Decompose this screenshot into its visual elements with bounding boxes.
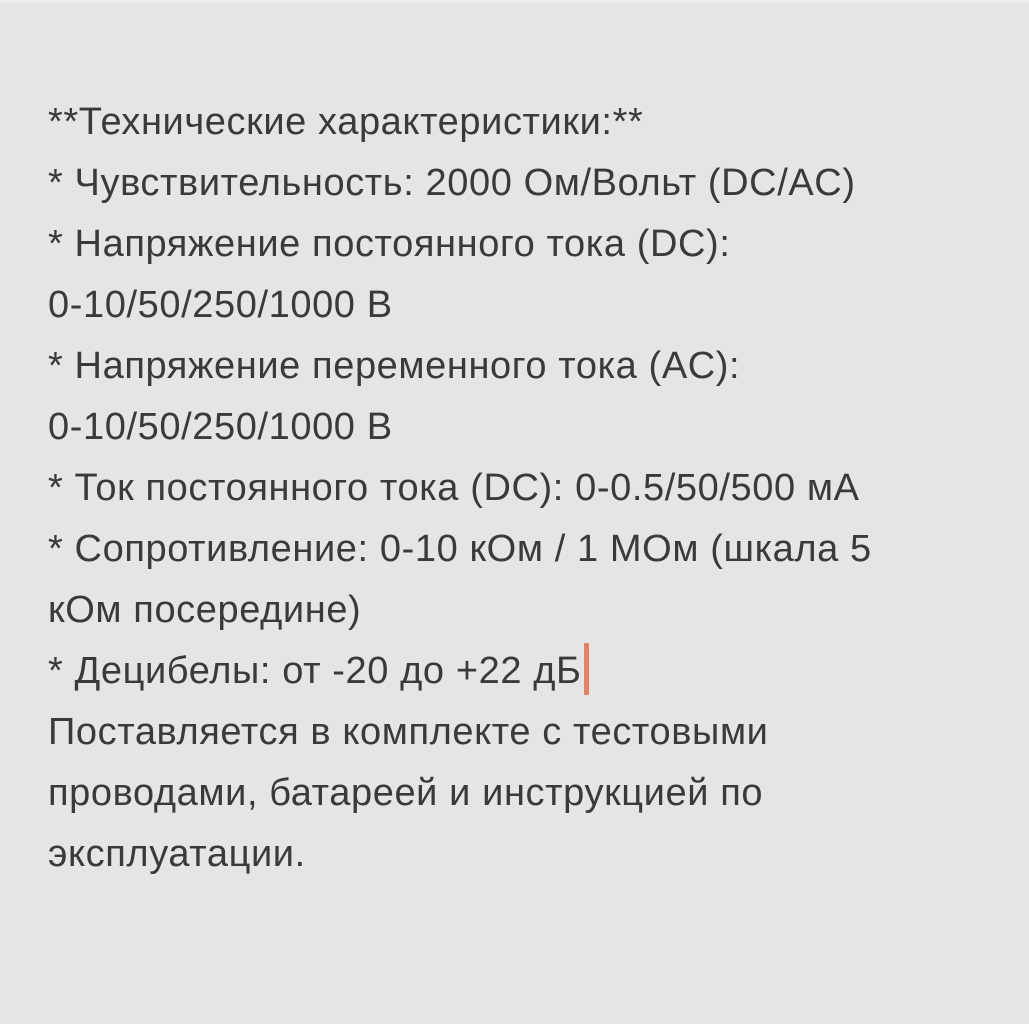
text-line[interactable]: [48, 702, 1009, 763]
line-text: 0-10/50/250/1000 В: [48, 284, 393, 326]
text-line[interactable]: [48, 275, 1009, 336]
text-line[interactable]: [48, 214, 1009, 275]
text-line[interactable]: [48, 824, 1009, 885]
text-line[interactable]: [48, 763, 1009, 824]
line-text: * Ток постоянного тока (DC): 0-0.5/50/500 мА: [48, 467, 860, 509]
text-line[interactable]: [48, 519, 1009, 580]
line-text: * Напряжение переменного тока (AC):: [48, 345, 741, 387]
text-line[interactable]: [48, 397, 1009, 458]
line-text: **Технические характеристики:**: [48, 101, 644, 143]
text-line[interactable]: [48, 458, 1009, 519]
line-text: * Децибелы: от -20 до +22 дБ: [48, 650, 582, 692]
text-cursor: [584, 643, 589, 695]
line-text: Поставляется в комплекте с тестовыми: [48, 711, 769, 753]
text-line[interactable]: [48, 153, 1009, 214]
text-line[interactable]: [48, 92, 1009, 153]
line-text: * Чувствительность: 2000 Ом/Вольт (DC/AC): [48, 162, 856, 204]
text-line[interactable]: [48, 336, 1009, 397]
line-text: кОм посередине): [48, 589, 362, 631]
line-text: проводами, батареей и инструкцией по: [48, 772, 764, 814]
line-text: * Сопротивление: 0-10 кОм / 1 МОм (шкала 5: [48, 528, 872, 570]
line-text: 0-10/50/250/1000 В: [48, 406, 393, 448]
line-text: эксплуатации.: [48, 833, 306, 875]
text-line[interactable]: [48, 580, 1009, 641]
text-line[interactable]: [48, 641, 1009, 702]
line-text: * Напряжение постоянного тока (DC):: [48, 223, 731, 265]
